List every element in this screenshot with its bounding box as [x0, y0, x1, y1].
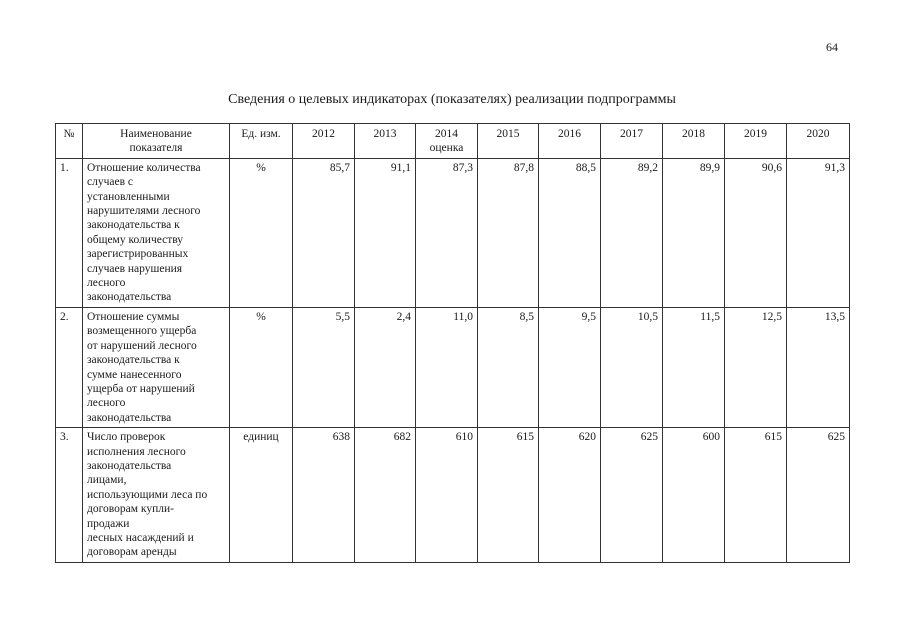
page-number: 64 — [826, 40, 838, 54]
indicator-name-line: договорам купли- — [87, 503, 174, 516]
header-year-0 — [293, 124, 355, 159]
value-cell: 615 — [478, 428, 539, 563]
header-year-label: 2020 — [806, 128, 830, 140]
value-cell: 638 — [293, 428, 355, 563]
header-year-label: 2018 — [682, 128, 705, 140]
header-year-label: 2019 — [744, 128, 767, 140]
indicator-name-line: лесного — [87, 397, 126, 410]
indicator-name-line: зарегистрированных — [87, 248, 189, 261]
header-year-1 — [355, 124, 416, 159]
indicator-name-line: договорам аренды — [87, 546, 177, 559]
indicator-name-line: продажи — [87, 517, 130, 530]
document-title: Сведения о целевых индикаторах (показателях) реализации подпрограммы — [228, 92, 676, 107]
indicator-name-line: случаев с — [87, 176, 133, 189]
header-year-label: 2017 — [620, 128, 643, 140]
value-cell: 9,5 — [539, 307, 601, 427]
header-year-label: 2013 — [373, 128, 397, 140]
indicator-name-line: законодательства к — [87, 354, 180, 367]
header-year-note: оценка — [429, 142, 464, 155]
value-cell: 91,1 — [355, 158, 416, 307]
header-year-3 — [478, 124, 539, 159]
header-year-label: 2012 — [312, 128, 335, 140]
indicators-table — [55, 123, 850, 563]
row-number: 3. — [56, 428, 83, 563]
unit-cell: единиц — [230, 428, 293, 563]
value-cell: 87,8 — [478, 158, 539, 307]
header-year-label: 2016 — [558, 128, 581, 140]
value-cell: 87,3 — [416, 158, 478, 307]
table-header-row — [56, 124, 850, 159]
indicator-name-line: установленными — [87, 190, 170, 203]
table-row — [56, 158, 850, 307]
indicator-name-line: возмещенного ущерба — [87, 325, 197, 338]
header-unit: Ед. изм. — [230, 124, 293, 159]
table-row — [56, 428, 850, 563]
value-cell: 88,5 — [539, 158, 601, 307]
header-year-label: 2015 — [496, 128, 520, 140]
header-year-label: 2014 — [435, 128, 458, 140]
header-year-2 — [416, 124, 478, 159]
row-number: 1. — [56, 158, 83, 307]
header-year-4 — [539, 124, 601, 159]
indicator-name-line: Число проверок — [87, 431, 166, 444]
indicator-name — [83, 307, 230, 427]
value-cell: 8,5 — [478, 307, 539, 427]
indicator-name — [83, 158, 230, 307]
header-year-7 — [725, 124, 787, 159]
value-cell: 2,4 — [355, 307, 416, 427]
indicator-name-line: случаев нарушения — [87, 262, 183, 275]
value-cell: 11,0 — [416, 307, 478, 427]
indicator-name-line: общему количеству — [87, 233, 184, 246]
indicator-name-line: исполнения лесного — [87, 445, 186, 458]
value-cell: 85,7 — [293, 158, 355, 307]
indicator-name-line: законодательства — [87, 459, 172, 472]
value-cell: 5,5 — [293, 307, 355, 427]
header-year-6 — [663, 124, 725, 159]
indicator-name-line: законодательства — [87, 291, 172, 304]
value-cell: 13,5 — [787, 307, 850, 427]
value-cell: 682 — [355, 428, 416, 563]
indicator-name-line: законодательства — [87, 411, 172, 424]
indicator-name-line: лесных насаждений и — [87, 531, 194, 544]
indicator-name-line: нарушителями лесного — [87, 205, 201, 218]
value-cell: 91,3 — [787, 158, 850, 307]
indicator-name — [83, 428, 230, 563]
value-cell: 89,2 — [601, 158, 663, 307]
value-cell: 600 — [663, 428, 725, 563]
indicator-name-line: Отношение суммы — [87, 310, 180, 323]
indicator-name-line: сумме нанесенного — [87, 368, 182, 381]
value-cell: 90,6 — [725, 158, 787, 307]
indicator-name-line: лесного — [87, 277, 126, 290]
header-name — [83, 124, 230, 159]
header-year-8 — [787, 124, 850, 159]
header-year-5 — [601, 124, 663, 159]
header-name-line: показателя — [129, 142, 183, 155]
unit-cell: % — [230, 307, 293, 427]
header-name-line: Наименование — [120, 128, 192, 140]
value-cell: 610 — [416, 428, 478, 563]
value-cell: 620 — [539, 428, 601, 563]
value-cell: 10,5 — [601, 307, 663, 427]
value-cell: 12,5 — [725, 307, 787, 427]
indicator-name-line: от нарушений лесного — [87, 339, 197, 352]
indicator-name-line: законодательства к — [87, 219, 180, 232]
row-number: 2. — [56, 307, 83, 427]
indicator-name-line: ущерба от нарушений — [87, 382, 195, 395]
value-cell: 615 — [725, 428, 787, 563]
table-row — [56, 307, 850, 427]
value-cell: 625 — [787, 428, 850, 563]
value-cell: 11,5 — [663, 307, 725, 427]
indicator-name-line: Отношение количества — [87, 161, 201, 174]
table-body — [56, 158, 850, 562]
indicator-name-line: лицами, — [87, 474, 127, 487]
value-cell: 89,9 — [663, 158, 725, 307]
value-cell: 625 — [601, 428, 663, 563]
indicator-name-line: использующими леса по — [87, 488, 208, 501]
unit-cell: % — [230, 158, 293, 307]
header-num: № — [56, 124, 83, 159]
